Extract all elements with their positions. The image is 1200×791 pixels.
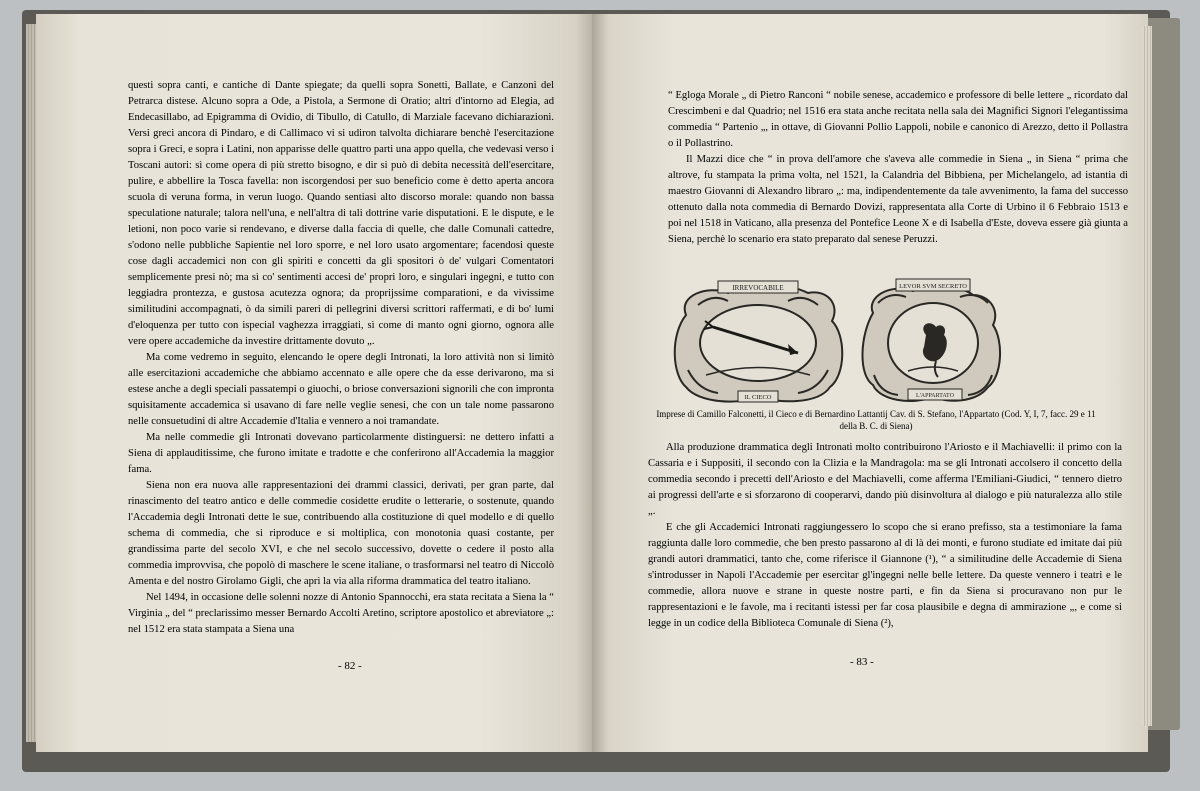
paragraph: questi sopra canti, e cantiche di Dante spiegate; da quelli sopra Sonetti, Ballate, e Canzoni del Petrarca distese. Alcuno sopra a Ode, a Pistola, a Sermone di Oratio; altri d'intorno ad Elegia, ad Endecasillabo, ad Epigramma di Ovidio, di Tibullo, di Catullo, di Marziale facevano dichiarazioni. Versi greci ancora di Pindaro, e di Callimaco vi si udiron talvolta dichiarare benchè l'esercitazione sopra i Greci, e sopra i Latini, non apparisse delle quattro parti una appo quella, che vedevasi verso i Toscani autori: sì come opera di più stretto bisogno, e dir si può di debita necessità dell'esercitare, pulire, e abbellire la Tosca favella: non iscorgendosi per suo beneficio come è detto aperta ancora scuola di veruna forma, in verun luogo. Quando sentiasi alto discorso morale: quando non bassa speculatione naturale; talora nell'una, e nell'altra di tali dottrine varie disputationi. E le dispute, e le letioni, non poco varie si rendevano, e diverse dalla faccia di quelle, che dalle Comunali cattedre, s'odono nelle pubbliche Sapientie nel loro sporre, e nel loro usato argomentare; facendosi queste cose dagli accademici non con gli spiriti e concetti da gli spositori ò de' vulgari Comentatori semplicemente presi nò; ma sì co' sentimenti accesi de' propri loro, e singulari ingegni, e tutto con leggiadra prontezza, e gustosa acutezza ognora; da proprijssime comparationi, e da vivissime similitudini accompagnati, ò da simili pareri di pellegrini diversi scrittori raffermati, e di bo' lumi d'eloquenza per tutto con ispecial vaghezza irraggiati, sì come di manto ogni giorno, ognora alle vere opere accademiche da investire drittamente dovuto „. — [128, 80, 554, 347]
paragraph: Nel 1494, in occasione delle solenni nozze di Antonio Spannocchi, era stata recitata a Siena la “ Virginia „ del “ preclarissimo messer Bernardo Accolti Aretino, scriptore apostolico et abreviatore „: nel 1512 era stata stampata a Siena una — [128, 592, 554, 635]
paragraph: Alla produzione drammatica degli Intronati molto contribuirono l'Ariosto e il Machiavelli: il primo con la Cassaria e i Suppositi, il secondo con la Clizia e la Mandragola: ma se gli Intronati accolsero il concetto della commedia secondo i precetti dell'Ariosto e del Machiavelli, come afferma l'Emiliani-Giudici, “ tennero dietro ai progressi dell'arte e si sforzarono di cooperarvi, dando più disinvoltura al dialogo e più naturalezza allo stile „. — [648, 442, 1122, 517]
emblems-illustration — [668, 275, 1008, 410]
emblem-appartato — [862, 279, 1000, 401]
page-stack-right — [1142, 26, 1152, 726]
right-page-text-top — [668, 88, 1128, 248]
page-number-right: - 83 - — [850, 656, 874, 668]
right-page-text-bottom — [648, 440, 1122, 632]
emblem-name-left: IL CIECO — [744, 394, 772, 401]
page-number-left: - 82 - — [338, 660, 362, 672]
emblem-motto-left: IRREVOCABILE — [732, 284, 784, 292]
emblem-cieco — [675, 281, 843, 402]
figure-caption: Imprese di Camillo Falconetti, il Cieco e di Bernardino Lattantij Cav. di S. Stefano, l'Appartato (Cod. Y, I, 7, facc. 29 e 11 della B. C. di Siena) — [656, 409, 1096, 431]
emblem-motto-right: LEVOR SVM SECRETO — [899, 283, 967, 290]
paragraph: “ Egloga Morale „ di Pietro Ranconi “ nobile senese, accademico e professore di belle lettere „ ricordato dal Crescimbeni e dal Quadrio; nel 1516 era stata anche recitata nella sala dei Magnifici Signori l'elegantissima commedia “ Partenio „, in ottave, di Giovanni Pollio Lappoli, nobile e canonico di Arezzo, detto il Pollastra o il Pollastrino. — [668, 90, 1128, 149]
left-page-text — [128, 78, 554, 638]
paragraph: Ma come vedremo in seguito, elencando le opere degli Intronati, la loro attività non si limitò alle esercitazioni accademiche che abbiamo accennato e alle opere che da esse derivarono, ma si estese anche a degli speciali passatempi o giuochi, o briose conversazioni signorili che con impronta squisitamente accademica si usavano di fare nelle veglie senesi, che con un tale nome passarono nelle consuetudini di altre Accademie d'Italia e vennero a noi tramandate. — [128, 352, 554, 427]
emblem-name-right: L'APPARTATO — [916, 393, 954, 399]
paragraph: Siena non era nuova alle rappresentazioni dei drammi classici, derivati, per gran parte, dal rinascimento del teatro antico e delle commedie cosidette erudite o letterarie, o sostenute, quando l'Accademia degli Intronati dette le sue, contribuendo alla costituzione di quel modello e di quello schema di commedia, che si riproduce e si moltiplica, con monotonia quasi costante, per grandissima parte del secolo XVI, e che nel secolo successivo, dovette o cedere il posto alla commedia improvvisa, che popolò di maschere le scene italiane, o trasformarsi nel teatro di Niccolò Amenta e del nostro Girolamo Gigli, che aprì la via alla riforma drammatica del teatro italiano. — [128, 480, 554, 587]
paragraph: Ma nelle commedie gli Intronati dovevano particolarmente distinguersi: ne dettero infatti a Siena di applauditissime, che furono imitate e tradotte e che conferirono all'Accademia la maggior fama. — [128, 432, 554, 475]
paragraph: Il Mazzi dice che “ in prova dell'amore che s'aveva alle commedie in Siena „ in Siena “ prima che altrove, fu stampata la prima volta, nel 1521, la Calandria del Bibbiena, per Michelangelo, ad istantia di maestro Giovanni di Alexandro libraro „: ma, indipendentemente da tale avvenimento, la fama del successo ottenuto dalla nota commedia di Bernardo Dovizi, rappresentata alla Corte di Urbino il 6 Febbraio 1513 e poi nel 1518 in Vaticano, alla presenza del Pontefice Leone X e di Isabella d'Este, doveva essere già giunta a Siena, perchè lo scenario era stato preparato dal senese Peruzzi. — [668, 154, 1128, 245]
paragraph: E che gli Accademici Intronati raggiungessero lo scopo che si erano prefisso, sta a testimoniare la fama raggiunta dalle loro commedie, che ben presto passarono al di là dei monti, e furono studiate ed imitate dai più grandi autori drammatici, tanto che, come riferisce il Giannone (¹), “ a similitudine delle Accademie di Siena s'introdusser in Napoli l'Accademie per esercitar gl'ingegni nelle belle lettere. Da queste vennero i teatri e le commedie, allora nuove e strane in queste nostre parti, e fin da Siena si procuravano non pur le rappresentazioni e le favole, ma i recitanti istessi per far cosa plausibile e degna di ammirazione „, e come si legge in un codice della Biblioteca Comunale di Siena (²), — [648, 522, 1122, 629]
